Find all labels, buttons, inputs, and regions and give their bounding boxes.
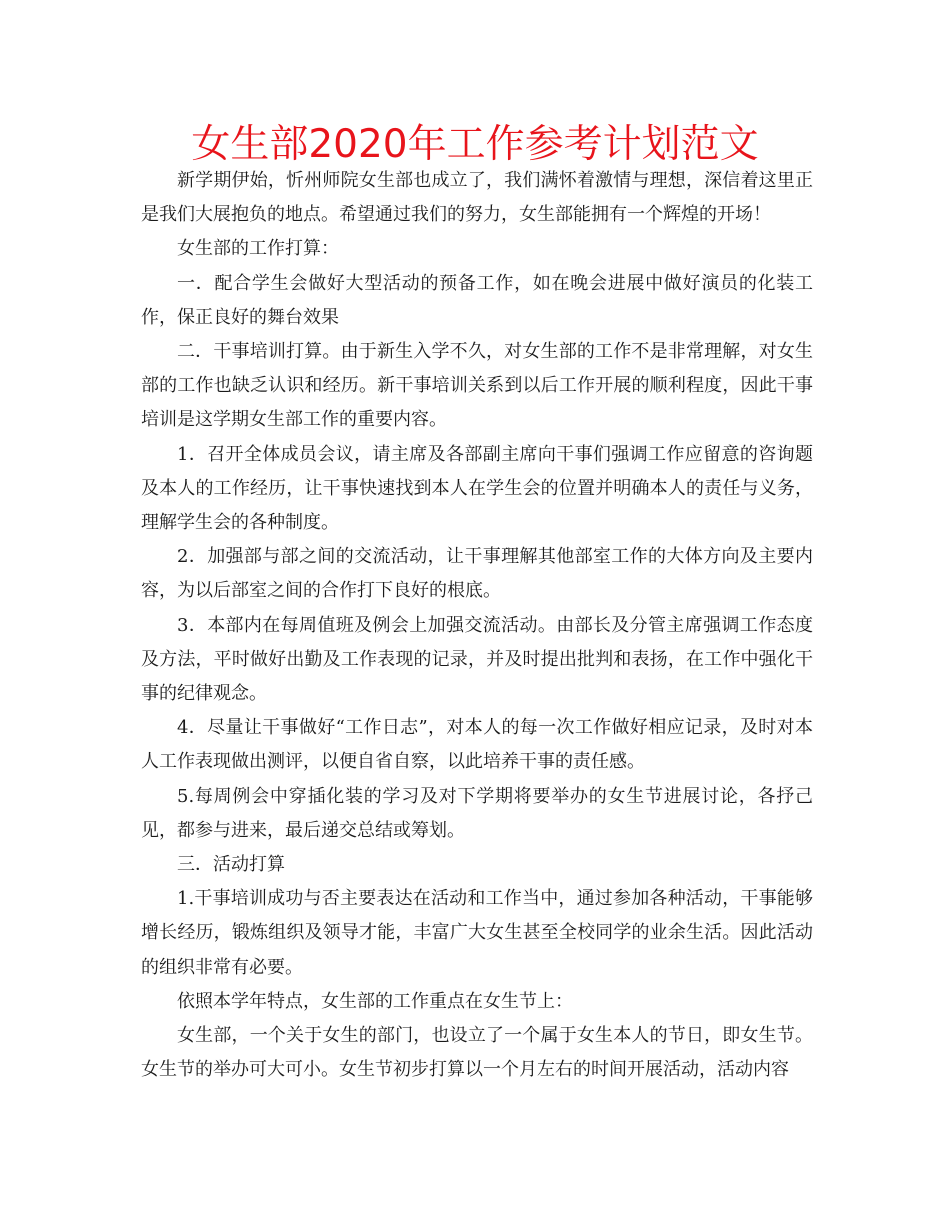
- paragraph: 三．活动打算: [177, 854, 285, 876]
- paragraph: 二．干事培训打算。由于新生入学不久，对女生部的工作不是非常理解，对女生部的工作也缺乏认识和经历。新干事培训关系到以后工作开展的顺利程度，因此干事培训是这学期女生部工作的重要内容。: [141, 341, 813, 431]
- paragraph: 女生部，一个关于女生的部门，也设立了一个属于女生本人的节日，即女生节。女生节的举办可大可小。女生节初步打算以一个月左右的时间开展活动，活动内容: [141, 1025, 813, 1081]
- paragraph: 1.干事培训成功与否主要表达在活动和工作当中，通过参加各种活动，干事能够增长经历，锻炼组织及领导才能，丰富广大女生甚至全校同学的业余生活。因此活动的组织非常有必要。: [141, 888, 813, 978]
- paragraph: 女生部的工作打算：: [177, 238, 339, 260]
- paragraph: 一．配合学生会做好大型活动的预备工作，如在晚会进展中做好演员的化装工作，保正良好的舞台效果: [141, 272, 813, 328]
- paragraph: 2．加强部与部之间的交流活动，让干事理解其他部室工作的大体方向及主要内容，为以后部室之间的合作打下良好的根底。: [141, 546, 813, 602]
- document-title: 女生部2020年工作参考计划范文: [191, 122, 759, 167]
- paragraph: 新学期伊始，忻州师院女生部也成立了，我们满怀着激情与理想，深信着这里正是我们大展抱负的地点。希望通过我们的努力，女生部能拥有一个辉煌的开场！: [141, 170, 813, 226]
- paragraph: 5.每周例会中穿插化装的学习及对下学期将要举办的女生节进展讨论，各抒己见，都参与进来，最后递交总结或筹划。: [141, 785, 813, 841]
- document-body: [141, 164, 813, 1087]
- paragraph: 4．尽量让干事做好“工作日志”，对本人的每一次工作做好相应记录，及时对本人工作表现做出测评，以便自省自察，以此培养干事的责任感。: [141, 717, 813, 773]
- paragraph: 依照本学年特点，女生部的工作重点在女生节上：: [177, 990, 573, 1012]
- paragraph: 3．本部内在每周值班及例会上加强交流活动。由部长及分管主席强调工作态度及方法，平时做好出勤及工作表现的记录，并及时提出批判和表扬，在工作中强化干事的纪律观念。: [141, 614, 813, 705]
- paragraph: 1．召开全体成员会议，请主席及各部副主席向干事们强调工作应留意的咨询题及本人的工作经历，让干事快速找到本人在学生会的位置并明确本人的责任与义务，理解学生会的各种制度。: [141, 443, 813, 534]
